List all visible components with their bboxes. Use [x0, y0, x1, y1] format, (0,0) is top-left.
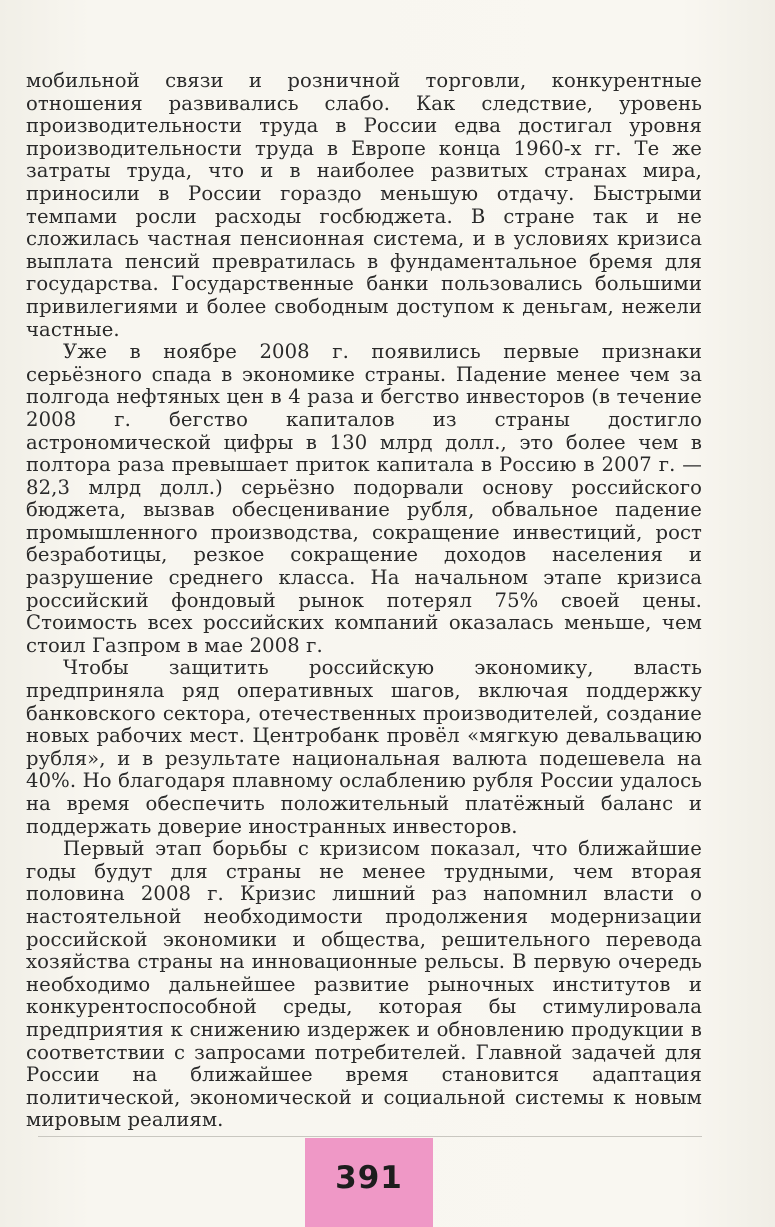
body-text [26, 70, 702, 1132]
page-number: 391 [335, 1160, 403, 1196]
footer-divider [38, 1136, 702, 1137]
paragraph-3: Чтобы защитить российскую экономику, власть предприняла ряд оперативных шагов, включая поддержку банковского сектора, отечественных производителей, создание новых рабочих мест. Центробанк провёл «мягкую девальвацию рубля», и в результате национальная валюта подешевела на 40%. Но благодаря плавному ослаблению рубля России удалось на время обеспечить положительный платёжный баланс и поддержать доверие иностранных инвесторов. [26, 656, 702, 838]
paragraph-1: мобильной связи и розничной торговли, конкурентные отношения развивались слабо. Как следствие, уровень производительности труда в России едва достигал уровня производительности труда в Европе конца 1960-х гг. Те же затраты труда, что и в наиболее развитых странах мира, приносили в России гораздо меньшую отдачу. Быстрыми темпами росли расходы госбюджета. В стране так и не сложилась частная пенсионная система, и в условиях кризиса выплата пенсий превратилась в фундаментальное бремя для государства. Государственные банки пользовались большими привилегиями и более свободным доступом к деньгам, нежели частные. [26, 69, 702, 341]
paragraph-4: Первый этап борьбы с кризисом показал, что ближайшие годы будут для страны не менее трудными, чем вторая половина 2008 г. Кризис лишний раз напомнил власти о настоятельной необходимости продолжения модернизации российской экономики и общества, решительного перевода хозяйства страны на инновационные рельсы. В первую очередь необходимо дальнейшее развитие рыночных институтов и конкурентоспособной среды, которая бы стимулировала предприятия к снижению издержек и обновлению продукции в соответствии с запросами потребителей. Главной задачей для России на ближайшее время становится адаптация политической, экономической и социальной системы к новым мировым реалиям. [26, 837, 702, 1132]
page-number-badge [305, 1138, 433, 1227]
paragraph-2: Уже в ноябре 2008 г. появились первые признаки серьёзного спада в экономике страны. Падение менее чем за полгода нефтяных цен в 4 раза и бегство инвесторов (в течение 2008 г. бегство капиталов из страны достигло астрономической цифры в 130 млрд долл., это более чем в полтора раза превышает приток капитала в Россию в 2007 г. — 82,3 млрд долл.) серьёзно подорвали основу российского бюджета, вызвав обесценивание рубля, обвальное падение промышленного производства, сокращение инвестиций, рост безработицы, резкое сокращение доходов населения и разрушение среднего класса. На начальном этапе кризиса российский фондовый рынок потерял 75% своей цены. Стоимость всех российских компаний оказалась меньше, чем стоил Газпром в мае 2008 г. [26, 340, 702, 657]
